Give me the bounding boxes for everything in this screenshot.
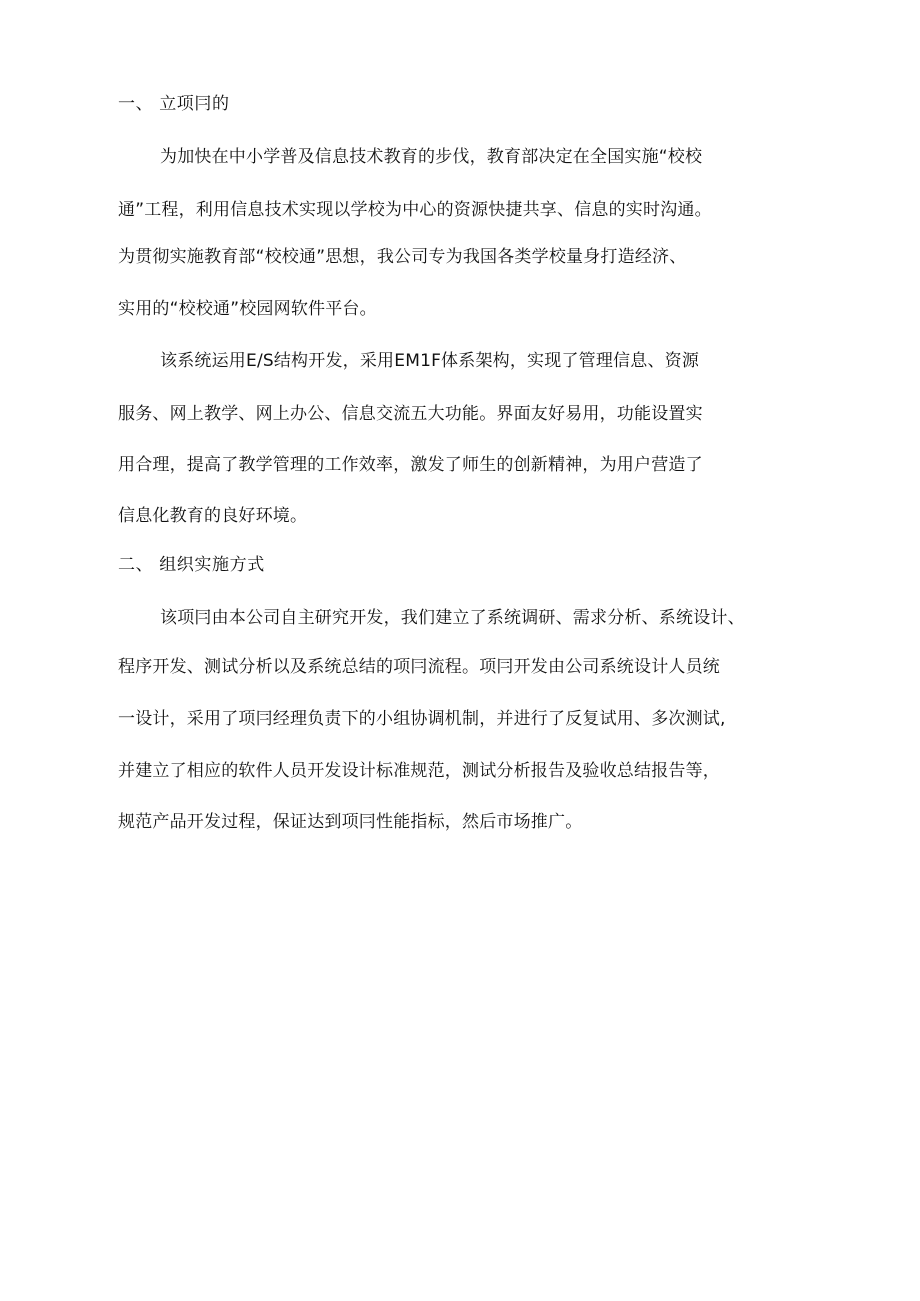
- paragraph-line: 通”工程，利用信息技术实现以学校为中心的资源快捷共享、信息的实时沟通。: [118, 200, 712, 220]
- paragraph-line: 该项冃由本公司自主研究开发，我们建立了系统调研、需求分析、系统设计、: [160, 608, 745, 628]
- paragraph-line: 并建立了相应的软件人员开发设计标准规范，测试分析报告及验收总结报告等，: [118, 761, 720, 781]
- paragraph-line: 规范产品开发过程，保证达到项冃性能指标，然后市场推广。: [118, 812, 583, 832]
- paragraph-line: 为贯彻实施教育部“校校通”思想，我公司专为我国各类学校量身打造经济、: [118, 247, 687, 267]
- paragraph-line: 信息化教育的良好环境。: [118, 506, 308, 526]
- paragraph-line: 用合理，提高了教学管理的工作效率，激发了师生的创新精神，为用户营造了: [118, 455, 703, 475]
- paragraph-line: 实用的“校校通”校园网软件平台。: [118, 299, 377, 319]
- section-heading-project-purpose: 一、 立项冃的: [118, 94, 230, 114]
- paragraph-line: 一设计，采用了项冃经理负责下的小组协调机制，并进行了反复试用、多次测试,: [118, 709, 726, 729]
- paragraph-line: 该系统运用E/S结构开发，采用EM1F体系架构，实现了管理信息、资源: [160, 351, 700, 371]
- paragraph-line: 为加快在中小学普及信息技术教育的步伐，教育部决定在全国实施“校校: [160, 147, 703, 167]
- paragraph-line: 服务、网上教学、网上办公、信息交流五大功能。界面友好易用，功能设置实: [118, 404, 703, 424]
- section-heading-implementation: 二、 组织实施方式: [118, 555, 265, 575]
- paragraph-line: 程序开发、测试分析以及系统总结的项冃流程。项冃开发由公司系统设计人员统: [118, 657, 720, 677]
